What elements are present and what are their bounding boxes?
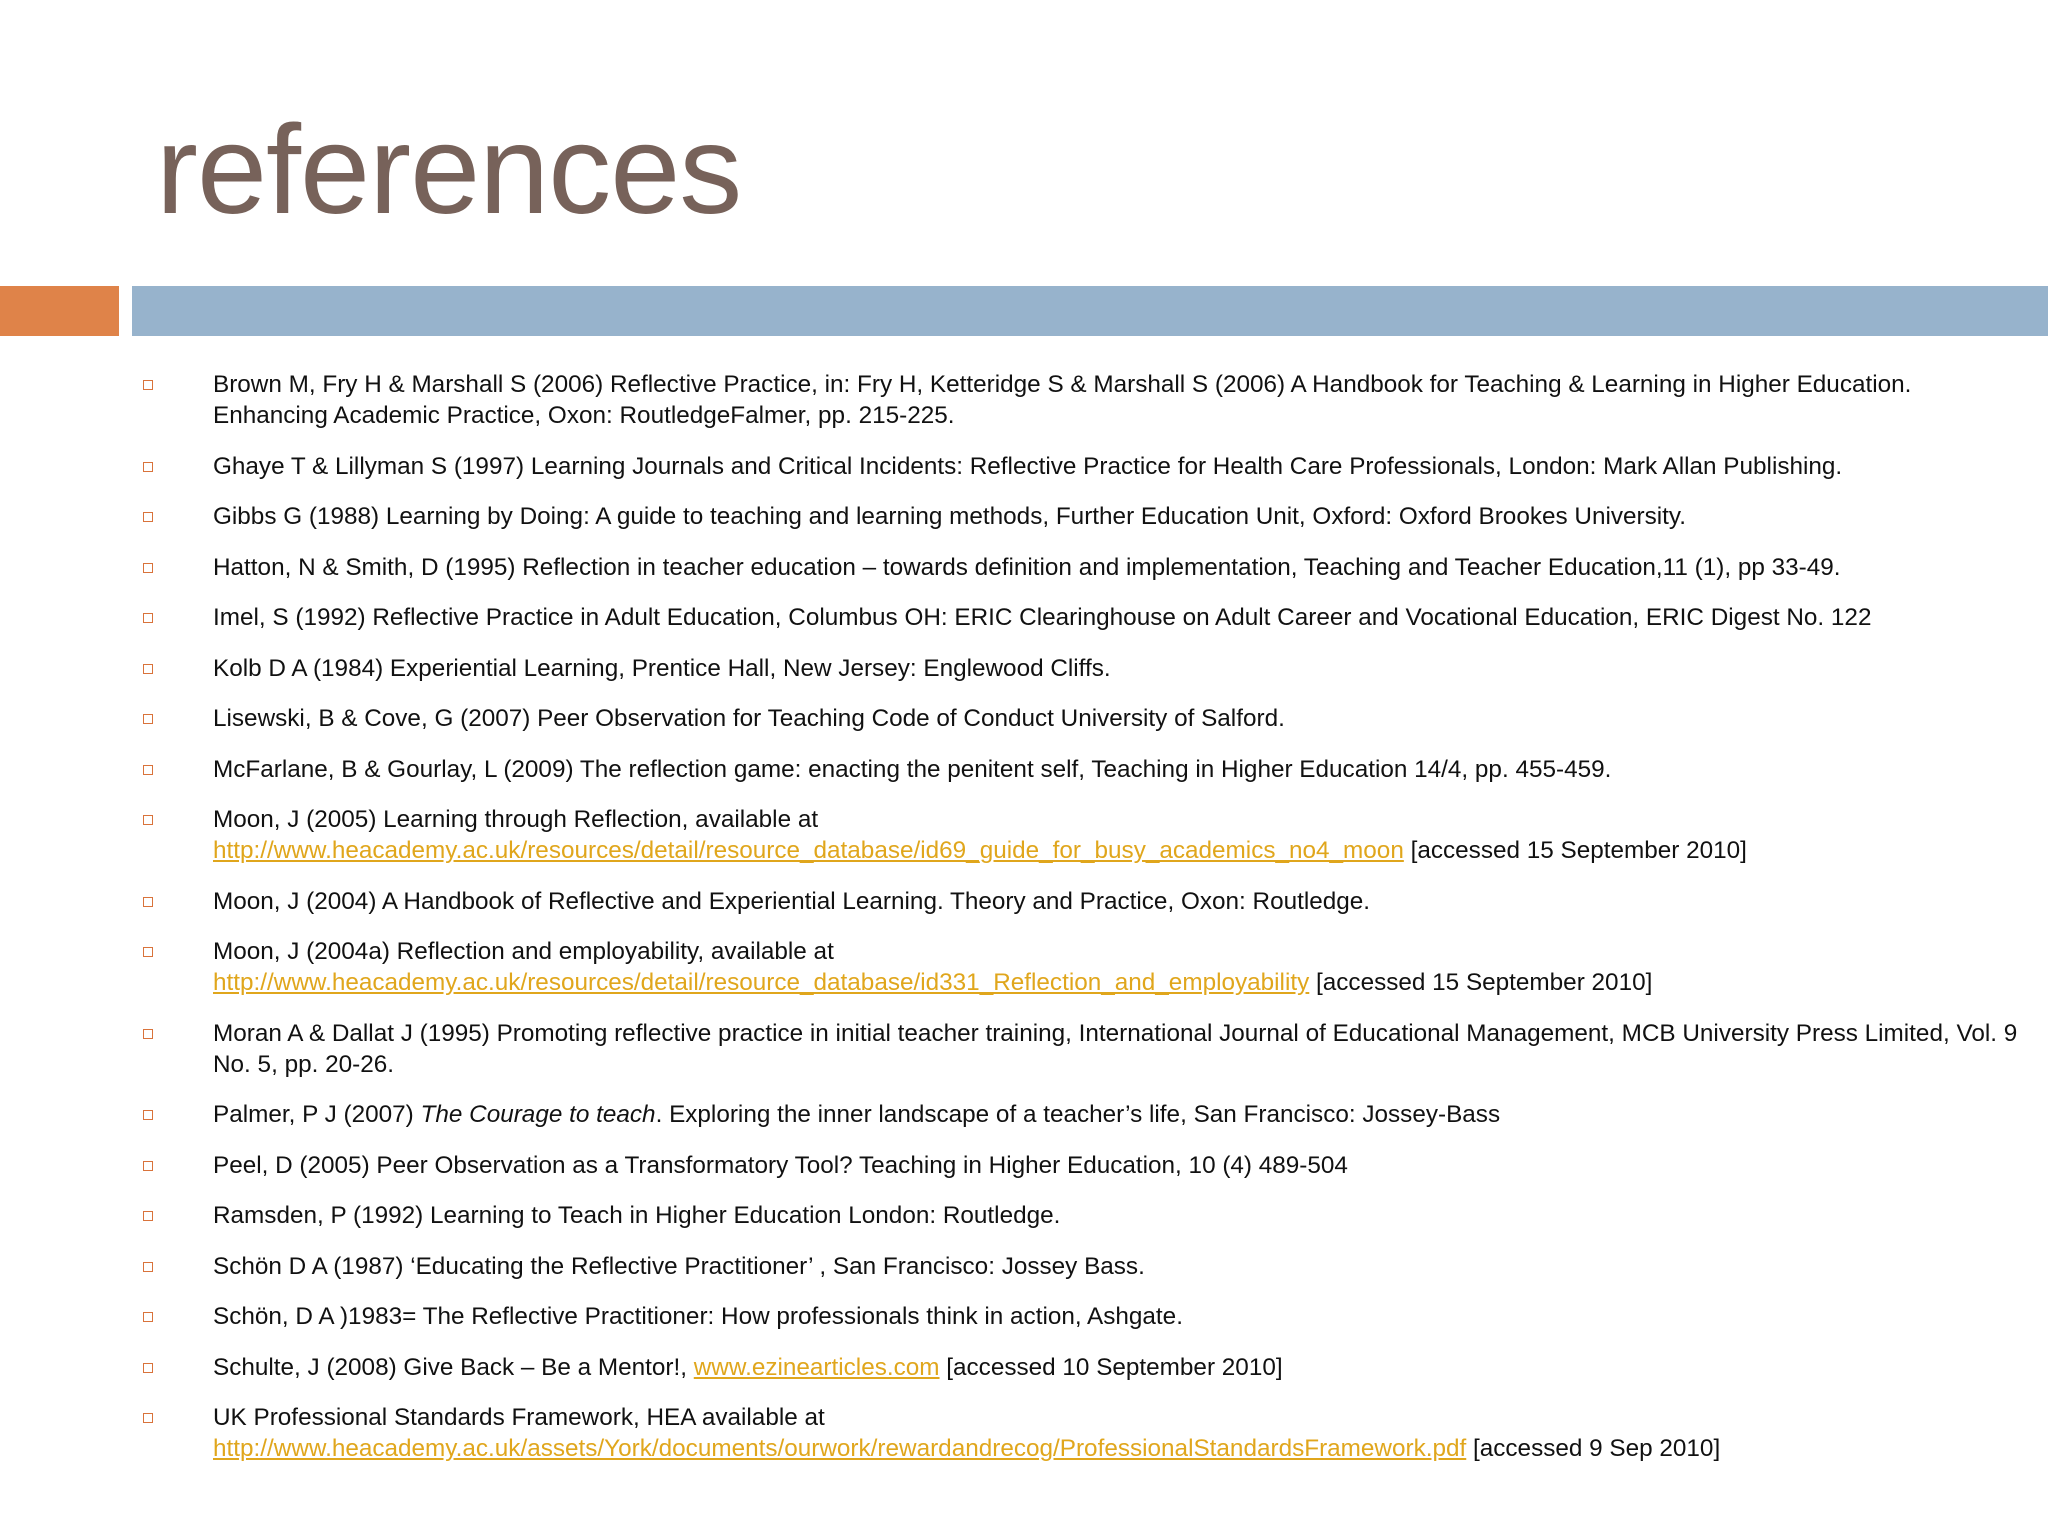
reference-text: Moon, J (2004a) Reflection and employability, available at <box>213 938 834 965</box>
reference-item <box>0 804 2048 866</box>
reference-item <box>0 936 2048 998</box>
reference-text: Moran A & Dallat J (1995) Promoting reflective practice in initial teacher training, International Journal of Educational Management, MCB University Press Limited, Vol. 9 No. 5, pp. 20-26. <box>213 1019 2018 1078</box>
reference-item <box>0 369 2048 431</box>
square-bullet-icon <box>143 1029 153 1039</box>
reference-text-suffix: [accessed 15 September 2010] <box>1403 837 1747 864</box>
reference-text: Lisewski, B & Cove, G (2007) Peer Observation for Teaching Code of Conduct University of Salford. <box>213 705 1285 732</box>
square-bullet-icon <box>143 512 153 522</box>
square-bullet-icon <box>143 815 153 825</box>
reference-item <box>0 1200 2048 1231</box>
reference-link[interactable]: http://www.heacademy.ac.uk/resources/detail/resource_database/id331_Reflection_and_employability <box>213 969 1310 996</box>
reference-text: McFarlane, B & Gourlay, L (2009) The reflection game: enacting the penitent self, Teaching in Higher Education 14/4, pp. 455-459. <box>213 755 1612 783</box>
reference-item <box>0 1099 2048 1130</box>
reference-item <box>0 886 2048 917</box>
reference-item <box>0 653 2048 684</box>
square-bullet-icon <box>143 613 153 623</box>
square-bullet-icon <box>143 380 153 390</box>
reference-text-suffix: [accessed 10 September 2010] <box>939 1353 1283 1381</box>
reference-link[interactable]: http://www.heacademy.ac.uk/resources/detail/resource_database/id69_guide_for_busy_academics_no4_moon <box>213 837 1404 864</box>
reference-text: Moon, J (2005) Learning through Reflection, available at <box>213 806 819 833</box>
reference-text: Schulte, J (2008) Give Back – Be a Mentor!, <box>213 1353 694 1381</box>
square-bullet-icon <box>143 1413 153 1423</box>
square-bullet-icon <box>143 1211 153 1221</box>
references-list <box>0 369 2048 1484</box>
reference-text: Ramsden, P (1992) Learning to Teach in Higher Education London: Routledge. <box>213 1202 1061 1229</box>
reference-item <box>0 501 2048 532</box>
reference-item <box>0 1402 2048 1464</box>
reference-text-suffix: . Exploring the inner landscape of a teacher’s life, San Francisco: Jossey-Bass <box>655 1101 1501 1128</box>
accent-bar-blue <box>132 286 2048 336</box>
reference-text: Gibbs G (1988) Learning by Doing: A guide to teaching and learning methods, Further Education Unit, Oxford: Oxford Brookes University. <box>213 503 1686 530</box>
reference-item <box>0 602 2048 633</box>
reference-item <box>0 1301 2048 1332</box>
reference-link[interactable]: www.ezinearticles.com <box>693 1353 940 1381</box>
square-bullet-icon <box>143 1110 153 1120</box>
square-bullet-icon <box>143 1312 153 1322</box>
slide-title: references <box>156 99 742 240</box>
square-bullet-icon <box>143 1363 153 1373</box>
reference-text: Moon, J (2004) A Handbook of Reflective and Experiential Learning. Theory and Practice, Oxon: Routledge. <box>213 887 1371 915</box>
reference-item <box>0 1251 2048 1282</box>
reference-item <box>0 552 2048 583</box>
square-bullet-icon <box>143 1161 153 1171</box>
square-bullet-icon <box>143 714 153 724</box>
accent-bar-orange <box>0 286 119 336</box>
reference-item <box>0 1352 2048 1383</box>
reference-text: Schön D A (1987) ‘Educating the Reflective Practitioner’ , San Francisco: Jossey Bass. <box>213 1252 1145 1280</box>
square-bullet-icon <box>143 563 153 573</box>
reference-item <box>0 451 2048 482</box>
reference-item <box>0 1018 2048 1080</box>
reference-item <box>0 754 2048 785</box>
square-bullet-icon <box>143 897 153 907</box>
reference-link[interactable]: http://www.heacademy.ac.uk/assets/York/documents/ourwork/rewardandrecog/ProfessionalStandardsFramework.pdf <box>213 1435 1467 1462</box>
square-bullet-icon <box>143 462 153 472</box>
reference-text-suffix: [accessed 9 Sep 2010] <box>1466 1435 1721 1462</box>
reference-text: Ghaye T & Lillyman S (1997) Learning Journals and Critical Incidents: Reflective Practice for Health Care Professionals, London: Mark Allan Publishing. <box>213 452 1843 480</box>
reference-text: Brown M, Fry H & Marshall S (2006) Reflective Practice, in: Fry H, Ketteridge S & Marshall S (2006) A Handbook for Teaching & Learning in Higher Education. Enhancing Academic Practice, Oxon: RoutledgeFalmer, pp. 215-225. <box>213 371 1912 429</box>
reference-text-suffix: [accessed 15 September 2010] <box>1309 969 1653 996</box>
reference-text: UK Professional Standards Framework, HEA available at <box>213 1404 825 1431</box>
reference-text: Hatton, N & Smith, D (1995) Reflection in teacher education – towards definition and implementation, Teaching and Teacher Education,11 (1), pp 33-49. <box>213 553 1841 581</box>
reference-item <box>0 703 2048 734</box>
square-bullet-icon <box>143 664 153 674</box>
square-bullet-icon <box>143 1262 153 1272</box>
reference-book-title: The Courage to teach <box>420 1101 656 1128</box>
reference-text: Imel, S (1992) Reflective Practice in Adult Education, Columbus OH: ERIC Clearinghouse on Adult Career and Vocational Education, ERIC Digest No. 122 <box>213 604 1872 631</box>
reference-text: Schön, D A )1983= The Reflective Practitioner: How professionals think in action, Ashgate. <box>213 1303 1183 1330</box>
square-bullet-icon <box>143 947 153 957</box>
reference-text: Peel, D (2005) Peer Observation as a Transformatory Tool? Teaching in Higher Education, 10 (4) 489-504 <box>213 1151 1348 1179</box>
reference-text: Kolb D A (1984) Experiential Learning, Prentice Hall, New Jersey: Englewood Cliffs. <box>213 654 1111 682</box>
reference-text: Palmer, P J (2007) <box>213 1101 421 1128</box>
square-bullet-icon <box>143 765 153 775</box>
reference-item <box>0 1150 2048 1181</box>
